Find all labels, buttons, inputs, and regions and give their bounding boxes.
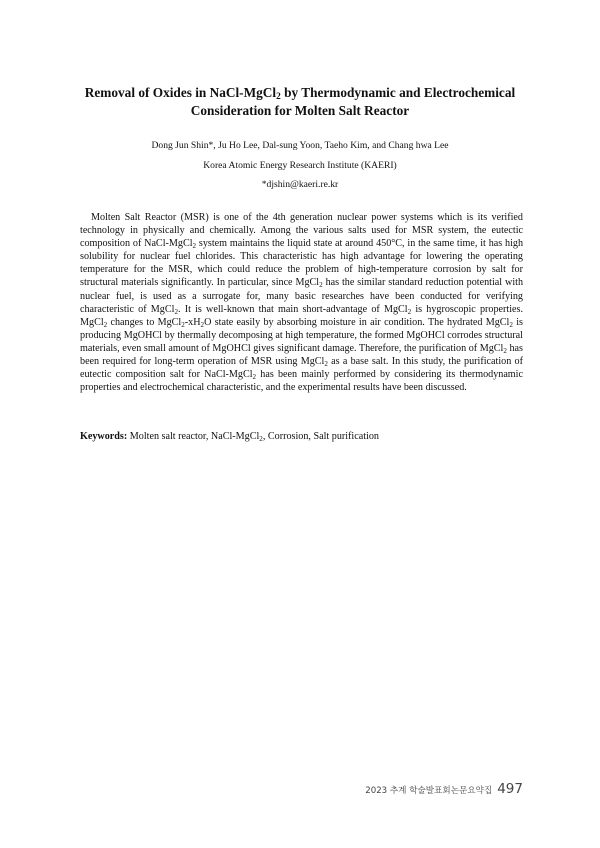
title-line2: Consideration for Molten Salt Reactor bbox=[190, 103, 410, 118]
abstract-subscript: 2 bbox=[174, 307, 178, 316]
abstract-text: is hygroscopic properties. MgCl bbox=[80, 303, 524, 328]
affiliation: Korea Atomic Energy Research Institute (KAERI) bbox=[203, 160, 397, 171]
abstract-subscript: 2 bbox=[200, 320, 205, 329]
proceedings-name: 2023 추계 학술발표회논문요약집 bbox=[365, 786, 493, 796]
abstract-subscript: 2 bbox=[252, 373, 257, 382]
abstract-subscript: 2 bbox=[407, 307, 412, 316]
abstract-subscript: 2 bbox=[181, 320, 185, 329]
keywords-text: Molten salt reactor, NaCl-MgCl bbox=[127, 431, 260, 442]
keywords-subscript: 2 bbox=[259, 435, 263, 443]
abstract-subscript: 2 bbox=[103, 320, 108, 329]
abstract-text: is producing MgOHCl by thermally decomposing at high temperature, the formed MgOHCl corrodes structural materials, even small amount of MgOHCl gives significant damage. Therefore, the purification of MgCl bbox=[80, 316, 523, 354]
abstract bbox=[80, 211, 523, 394]
keywords bbox=[80, 430, 523, 443]
abstract-text: has been mainly performed by considering its thermodynamic properties and electrochemical characteristic, and the experimental results have been discussed. bbox=[80, 369, 523, 394]
title-line1-end: by Thermodynamic and Electrochemical bbox=[280, 85, 516, 100]
keywords-label: Keywords: bbox=[80, 431, 128, 442]
abstract-text: O state easily by absorbing moisture in air condition. The hydrated MgCl bbox=[204, 316, 510, 328]
title-line1-start: Removal of Oxides in NaCl-MgCl bbox=[84, 85, 277, 100]
abstract-text: changes to MgCl bbox=[107, 316, 182, 328]
abstract-text: system maintains the liquid state at around 450°C, in the same time, it has high solubility for nuclear fuel chlorides. This characteristic has high advantage for lowering the operating temperature for the MSR, which could reduce the problem of high-temperature corrosion by salt for structural materials significantly. In particular, since MgCl bbox=[80, 238, 524, 289]
paper-title bbox=[60, 84, 540, 120]
abstract-subscript: 2 bbox=[192, 242, 197, 251]
page-number: 497 bbox=[497, 781, 523, 797]
corresponding-email: *djshin@kaeri.re.kr bbox=[261, 179, 339, 190]
abstract-paragraph bbox=[80, 211, 523, 394]
abstract-text: has the similar standard reduction potential with nuclear fuel, is used as a surrogate for, many basic researches have been conducted for verifying characteristic of MgCl bbox=[80, 277, 524, 315]
abstract-subscript: 2 bbox=[503, 346, 507, 355]
abstract-text: has been required for long-term operation of MSR using MgCl bbox=[80, 342, 523, 368]
keywords-text-end: , Corrosion, Salt purification bbox=[262, 431, 379, 442]
abstract-text: as a base salt. In this study, the purification of eutectic composition salt for NaCl-MgCl bbox=[80, 356, 523, 381]
abstract-text: -xH bbox=[184, 316, 201, 328]
abstract-text: Molten Salt Reactor (MSR) is one of the 4th generation nuclear power systems which is its verified technology in physically and chemically. Among the various salts used for MSR system, the eutectic composition of NaCl-MgCl bbox=[80, 212, 523, 250]
page-footer bbox=[365, 778, 523, 797]
title-subscript: 2 bbox=[276, 92, 281, 102]
abstract-subscript: 2 bbox=[509, 320, 513, 329]
author-list: Dong Jun Shin*, Ju Ho Lee, Dal-sung Yoon, Taeho Kim, and Chang hwa Lee bbox=[151, 140, 449, 151]
abstract-text: . It is well-known that main short-advantage of MgCl bbox=[177, 303, 408, 315]
abstract-subscript: 2 bbox=[319, 281, 323, 290]
abstract-subscript: 2 bbox=[324, 360, 328, 369]
